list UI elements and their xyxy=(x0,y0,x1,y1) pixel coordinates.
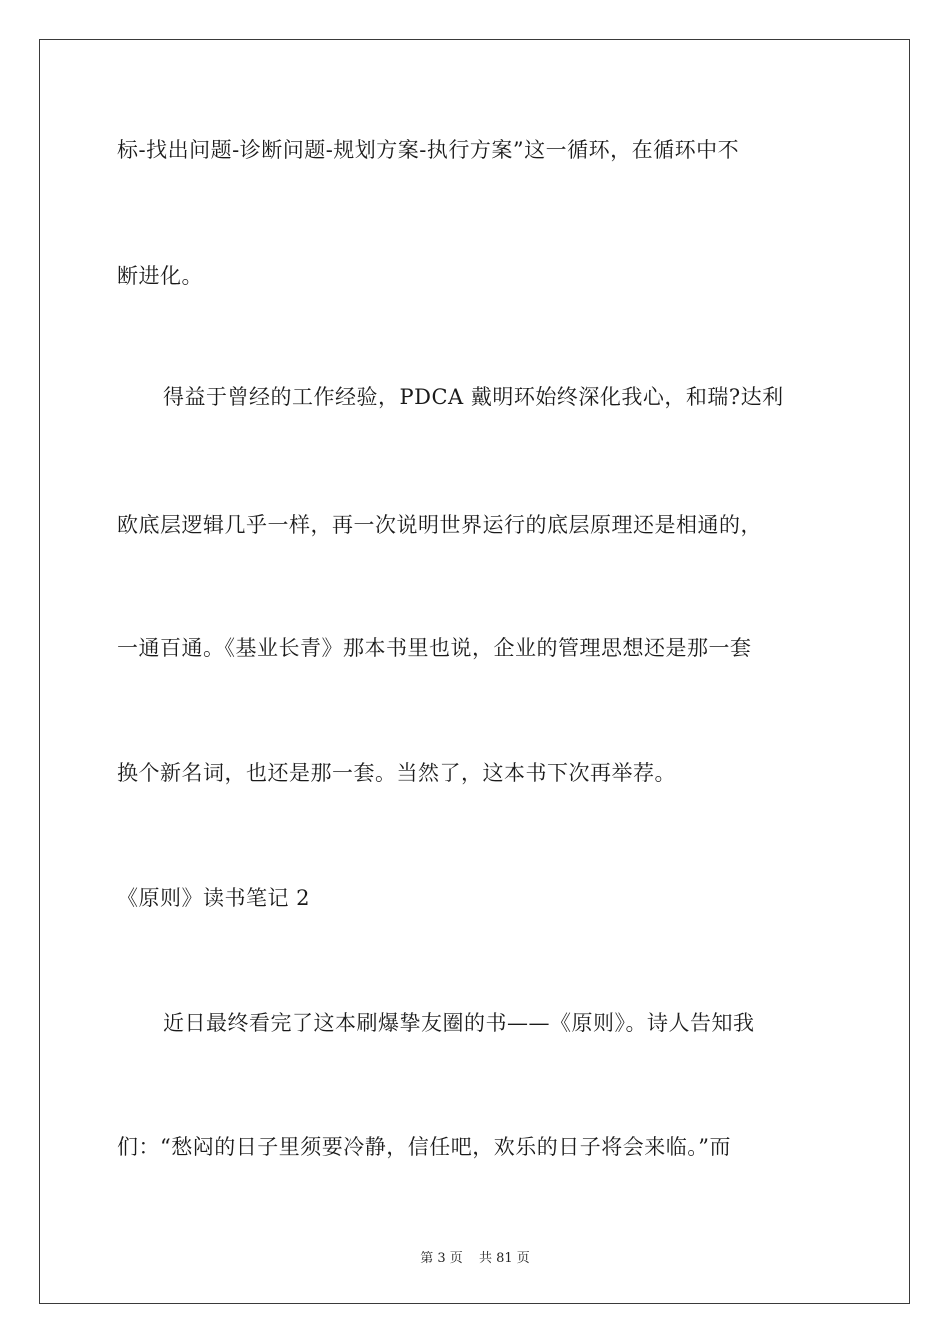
paragraph-line: 近日最终看完了这本刷爆挚友圈的书——《原则》。诗人告知我 xyxy=(163,1011,755,1035)
paragraph-line: 们：“愁闷的日子里须要冷静，信任吧，欢乐的日子将会来临。”而 xyxy=(117,1135,731,1159)
page-number: 第 3 页 xyxy=(420,1251,463,1266)
paragraph-line: 断进化。 xyxy=(117,264,203,288)
paragraph-line: 欧底层逻辑几乎一样，再一次说明世界运行的底层原理还是相通的， xyxy=(117,513,762,537)
page-border xyxy=(39,39,910,1304)
page-footer xyxy=(0,1247,950,1266)
paragraph-line: 一通百通。《基业长青》那本书里也说，企业的管理思想还是那一套 xyxy=(117,636,752,660)
paragraph-line: 标-找出问题-诊断问题-规划方案-执行方案”这一循环，在循环中不 xyxy=(117,138,740,162)
paragraph-line: 得益于曾经的工作经验，PDCA 戴明环始终深化我心，和瑞?达利 xyxy=(163,385,784,409)
section-heading: 《原则》读书笔记 2 xyxy=(117,886,311,910)
page-total: 共 81 页 xyxy=(478,1251,530,1266)
paragraph-line: 换个新名词，也还是那一套。当然了，这本书下次再举荐。 xyxy=(117,761,676,785)
